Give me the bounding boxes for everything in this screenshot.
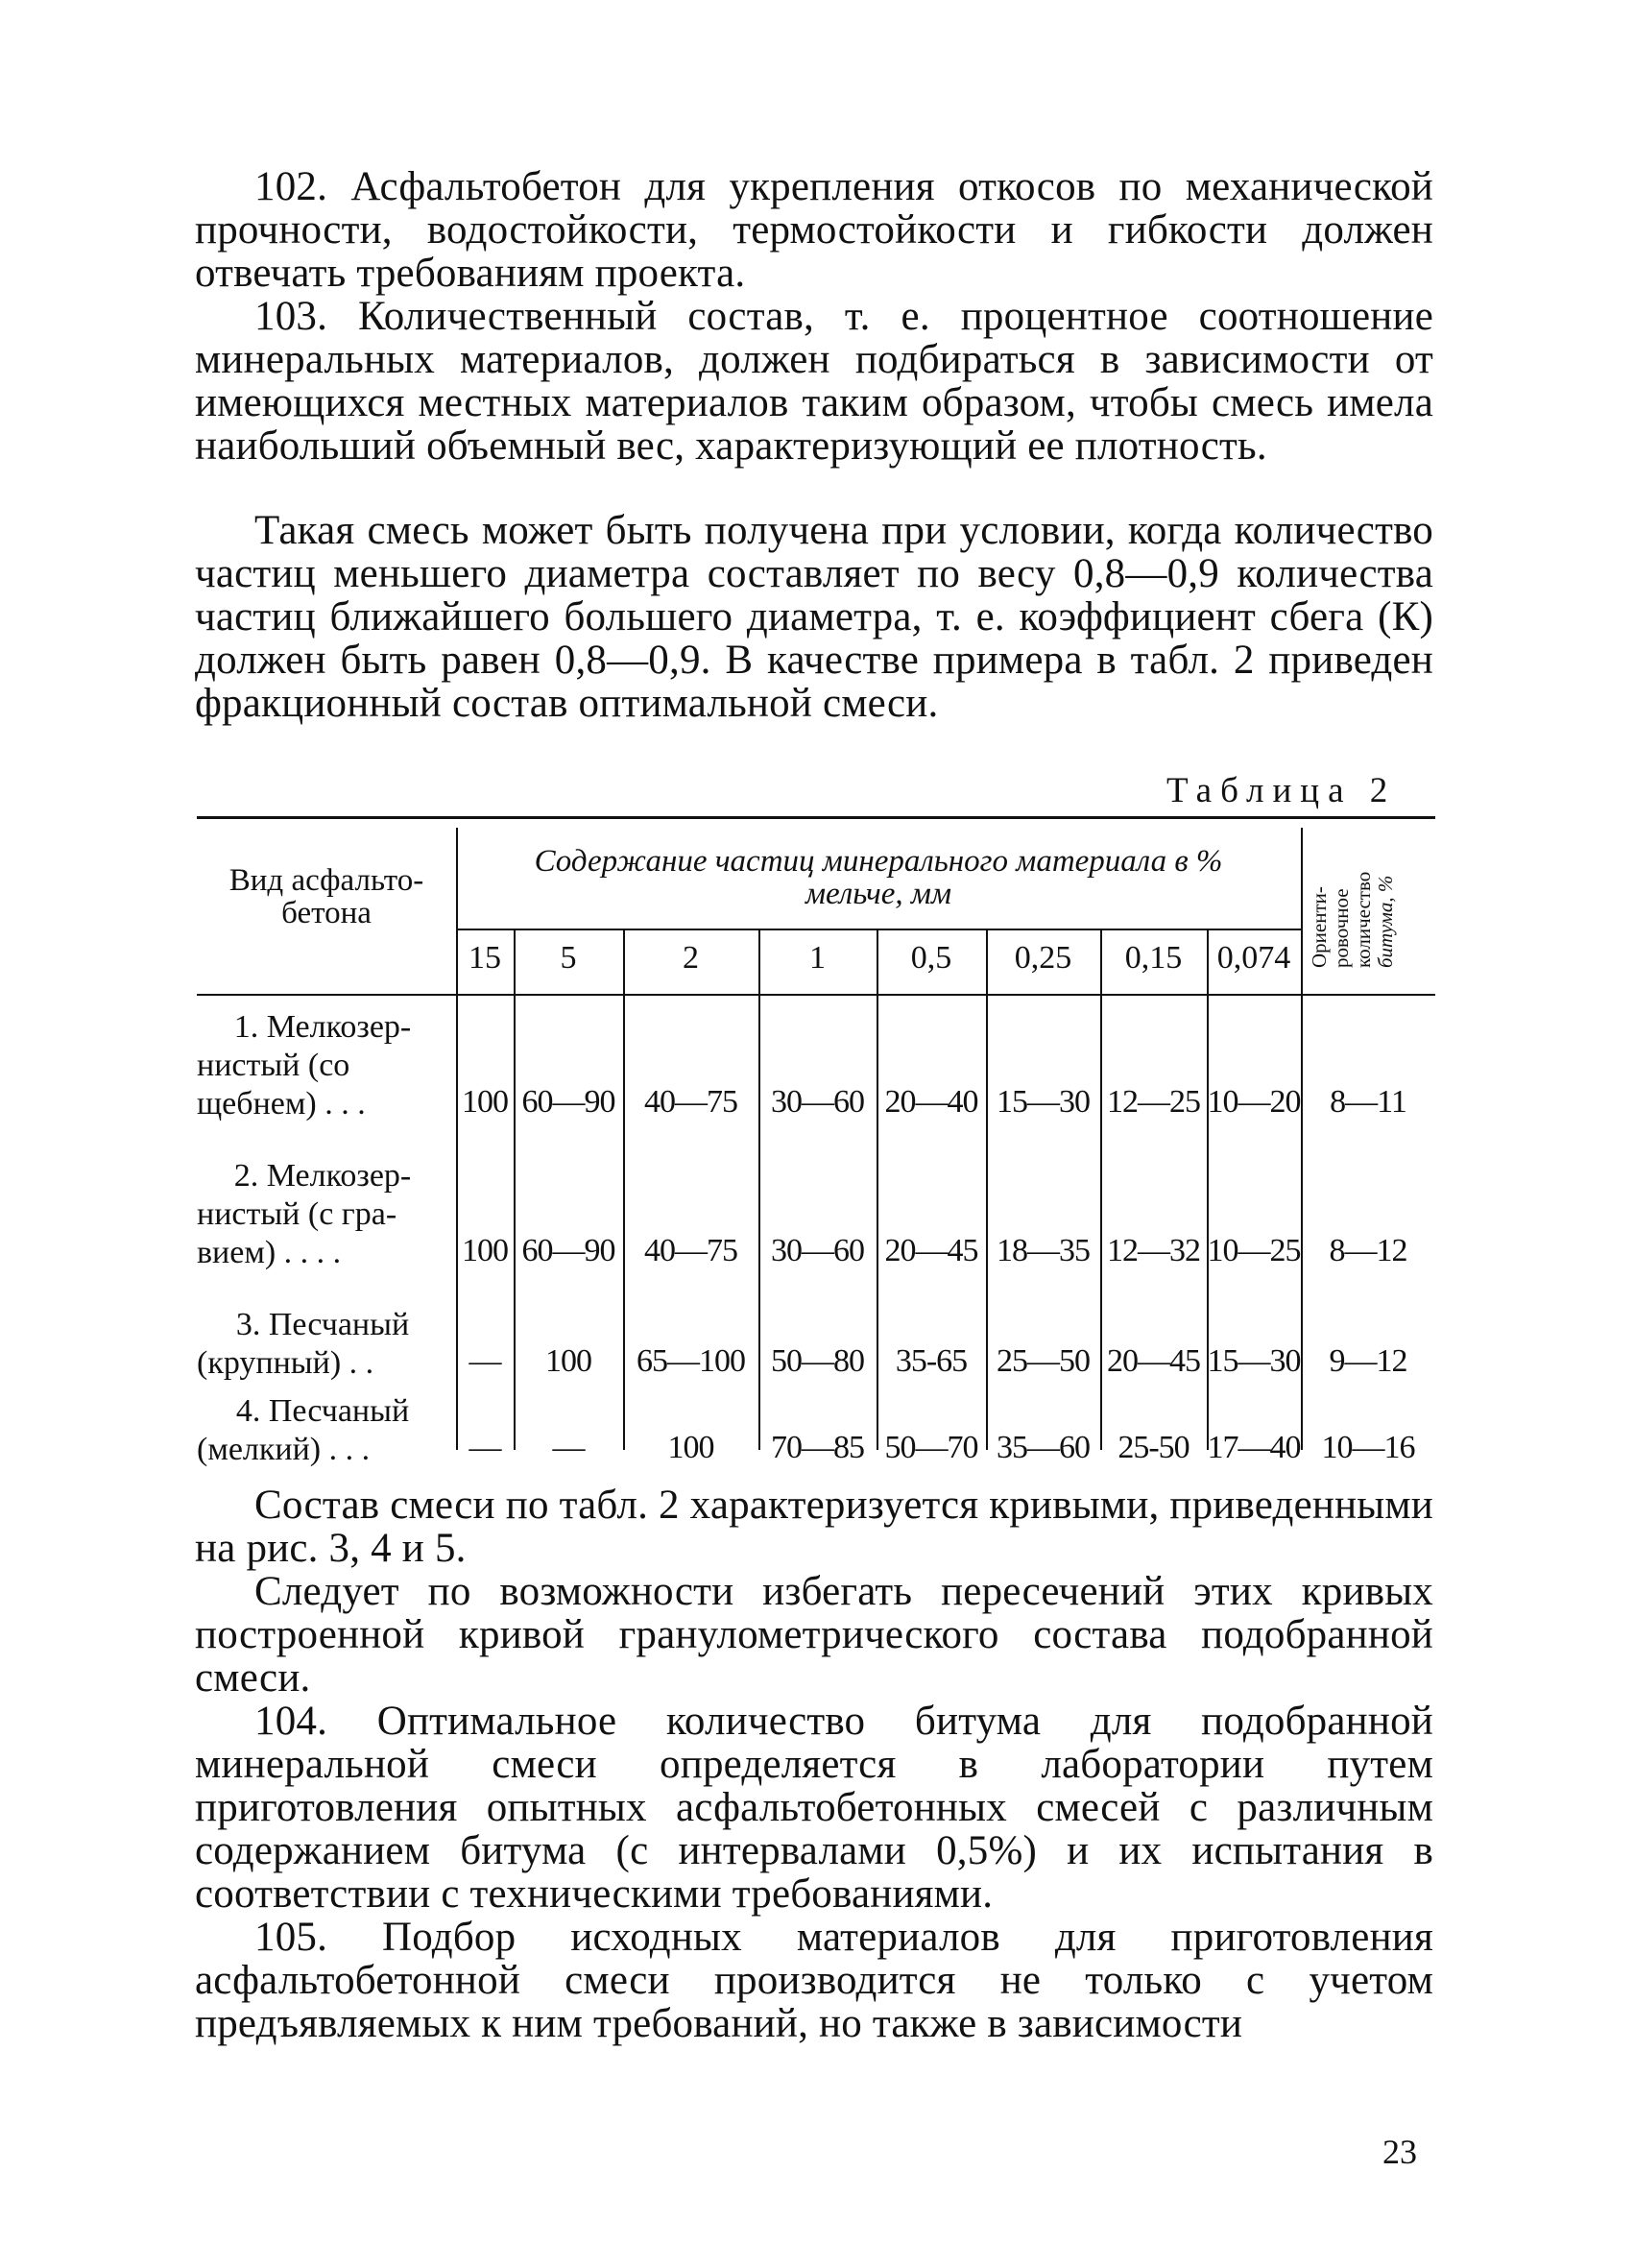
col-type-header: [197, 864, 456, 929]
table-cell: 12—32: [1107, 1233, 1200, 1268]
table-2: [197, 816, 1435, 1467]
table-cell: 8—11: [1330, 1084, 1406, 1120]
table-cell: 35—60: [997, 1430, 1090, 1465]
size-header-cell: 5: [560, 940, 577, 976]
bitumen-header: [1301, 824, 1416, 977]
table-cell: 10—16: [1321, 1430, 1415, 1465]
table-cell: —: [552, 1430, 585, 1465]
closing-paragraphs: [195, 1484, 1433, 2045]
table-cell: 100: [462, 1233, 508, 1268]
row-name-line: нистый (со: [197, 1048, 350, 1083]
paragraph-103: 103. Количественный состав, т. е. процентное соотношение минеральных материалов, должен подбираться в зависимости от имеющихся местных материалов таким образом, чтобы смесь имела наибольший объемный вес, характеризующий ее плотность.: [195, 294, 1433, 469]
table-cell: 20—45: [1107, 1343, 1200, 1379]
paragraph-104: 104. Оптимальное количество битума для подобранной минеральной смеси определяется в лаборатории путем приготовления опытных асфальтобетонных смесей с различным содержанием битума (с интервалами 0,5%) и их испытания в соответствии с техническими требованиями.: [195, 1699, 1433, 1917]
intro-paragraphs: [195, 165, 1433, 468]
size-header-cell: 0,5: [910, 940, 952, 976]
row-name-line: 2. Мелкозер-: [233, 1158, 412, 1194]
table-cell: 10—25: [1207, 1233, 1301, 1268]
table-cell: 100: [545, 1343, 591, 1379]
size-header-cell: 2: [683, 940, 699, 976]
table-cell: 50—80: [771, 1343, 864, 1379]
row-name-line: (мелкий) . . .: [197, 1432, 371, 1467]
table-cell: 40—75: [644, 1084, 737, 1120]
table-cell: 50—70: [884, 1430, 978, 1465]
bitumen-header-line1: Ориенти-: [1308, 886, 1331, 968]
table-cell: 9—12: [1329, 1343, 1407, 1379]
table-cell: 15—30: [997, 1084, 1090, 1120]
group-header: [456, 845, 1301, 910]
paragraph-avoid-intersections: Следует по возможности избегать пересечений этих кривых построенной кривой гранулометрического состава подобранной смеси.: [195, 1569, 1433, 1701]
table-cell: 8—12: [1329, 1233, 1407, 1268]
page-number: 23: [1382, 2133, 1417, 2171]
table-cell: 60—90: [521, 1233, 615, 1268]
table-cell: 60—90: [521, 1084, 615, 1120]
table-cell: 25-50: [1117, 1430, 1189, 1465]
row-name-line: вием) . . . .: [197, 1235, 342, 1270]
table-cell: 100: [667, 1430, 714, 1465]
table-cell: 30—60: [771, 1233, 864, 1268]
col-type-header-line2: бетона: [281, 896, 372, 930]
table-cell: 40—75: [644, 1233, 737, 1268]
table-cell: 17—40: [1207, 1430, 1301, 1465]
paragraph-102: 102. Асфальтобетон для укрепления откосов по механической прочности, водостойкости, термостойкости и гибкости должен отвечать требованиям проекта.: [195, 164, 1433, 296]
table-cell: 30—60: [771, 1084, 864, 1120]
table-cell: —: [469, 1430, 501, 1465]
table-cell: 70—85: [771, 1430, 864, 1465]
table-cell: 100: [462, 1084, 508, 1120]
paragraph-105: 105. Подбор исходных материалов для приготовления асфальтобетонной смеси производится не только с учетом предъявляемых к ним требований, но также в зависимости: [195, 1915, 1433, 2046]
size-header-cell: 1: [809, 940, 826, 976]
bitumen-header-line2: ровочное: [1330, 888, 1353, 968]
row-name-line: 3. Песчаный: [235, 1307, 410, 1342]
table-cell: 25—50: [997, 1343, 1090, 1379]
table-cell: 18—35: [997, 1233, 1090, 1268]
row-name-line: нистый (с гра-: [197, 1196, 397, 1232]
row-name-line: (крупный) . .: [197, 1345, 374, 1381]
table-cell: 35-65: [895, 1343, 968, 1379]
table-cell: 12—25: [1107, 1084, 1200, 1120]
row-name: [197, 1157, 448, 1272]
row-name-line: 1. Мелкозер-: [233, 1009, 412, 1045]
group-header-line1: Содержание частиц минерального материала в %: [534, 844, 1223, 879]
row-name-line: 4. Песчаный: [235, 1393, 410, 1429]
table-cell: —: [469, 1343, 501, 1379]
table-cell: 15—30: [1207, 1343, 1301, 1379]
mid-paragraph-block: [195, 509, 1433, 725]
size-header-cell: 0,074: [1216, 940, 1291, 976]
row-name: [197, 1392, 448, 1469]
paragraph-mixture: Такая смесь может быть получена при условии, когда количество частиц меньшего диаметра составляет по весу 0,8—0,9 количества частиц ближайшего большего диаметра, т. е. коэффициент сбега (К) должен быть равен 0,8—0,9. В качестве примера в табл. 2 приведен фракционный состав оптимальной смеси.: [195, 508, 1433, 726]
bitumen-header-line3: количество: [1352, 871, 1375, 968]
row-name: [197, 1008, 448, 1123]
size-header-cell: 0,15: [1124, 940, 1183, 976]
bitumen-header-line4: битума, %: [1374, 875, 1397, 968]
row-name-line: щебнем) . . .: [197, 1086, 366, 1122]
table-cell: 10—20: [1207, 1084, 1301, 1120]
row-name: [197, 1306, 448, 1383]
size-header-cell: 15: [469, 940, 501, 976]
group-header-line2: мельче, мм: [805, 877, 952, 911]
size-header-cell: 0,25: [1014, 940, 1072, 976]
table-cell: 20—40: [884, 1084, 978, 1120]
paragraph-curves: Состав смеси по табл. 2 характеризуется кривыми, приведенными на рис. 3, 4 и 5.: [195, 1483, 1433, 1571]
table-cell: 65—100: [637, 1343, 745, 1379]
table-cell: 20—45: [884, 1233, 978, 1268]
col-type-header-line1: Вид асфальто-: [228, 863, 424, 898]
table-caption: Таблица 2: [1166, 771, 1397, 810]
